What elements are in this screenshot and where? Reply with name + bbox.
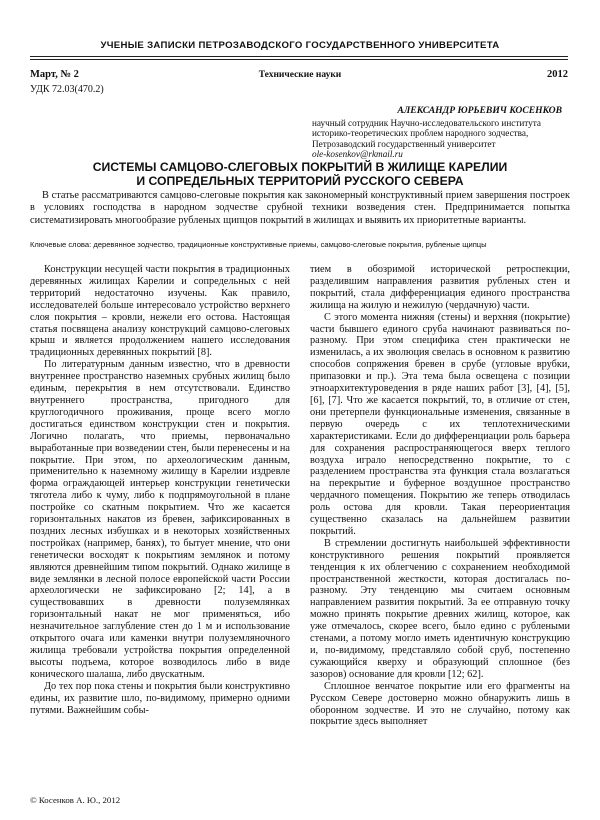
- paragraph: Конструкции несущей части покрытия в традиционных деревянных жилищах Карелии и сопредельных с ней территорий недостаточно изучены. Как правило, исследователей больше интересовало устройство верхнего слоя покрытия – кровли, нежели его остова. Настоящая статья посвящена анализу конструкций самцово-слеговых крыш и является продолжением нашего исследования традиционных деревянных покрытий [8].: [30, 264, 290, 359]
- abstract: В статье рассматриваются самцово-слеговые покрытия как закономерный конструктивный прием завершения построек в условиях господства в народном зодчестве срубной техники возведения стен. Предпринимается попытка систематизировать многообразие рубленых щипцов покрытий в жилищах и выявить их приоритетные варианты.: [30, 190, 570, 226]
- title-line-2: И СОПРЕДЕЛЬНЫХ ТЕРРИТОРИЙ РУССКОГО СЕВЕРА: [136, 174, 464, 189]
- article-title: [30, 160, 570, 188]
- issue-number: Март, № 2: [30, 69, 79, 80]
- header-rule-bottom: [30, 59, 568, 60]
- publication-year: 2012: [547, 69, 568, 80]
- paragraph: Сплошное венчатое покрытие или его фрагменты на Русском Севере достоверно можно обнаружить лишь в оборонном зодчестве. И это не случайно, потому как покрытие здесь выполняет: [310, 680, 570, 728]
- paragraph: тием в обозримой исторической ретроспекции, разделившим направления развития рубленых стен и покрытий, стала дифференциация единого пространства жилища на жилую и нежилую (чердачную) части.: [310, 264, 570, 311]
- journal-title: УЧЕНЫЕ ЗАПИСКИ ПЕТРОЗАВОДСКОГО ГОСУДАРСТВЕННОГО УНИВЕРСИТЕТА: [100, 40, 500, 51]
- keywords: Ключевые слова: деревянное зодчество, традиционные конструктивные приемы, самцово-слеговые покрытия, рубленые щипцы: [30, 240, 487, 249]
- author-name: АЛЕКСАНДР ЮРЬЕВИЧ КОСЕНКОВ: [397, 105, 562, 116]
- paragraph: По литературным данным известно, что в древности внутреннее пространство наземных срубных жилищ было единым, перекрытия в нем отсутствовали. Единство внутреннего пространства, пригодного для круглогодичного проживания, проще всего могло достигаться единством конструкции стен и покрытия. Логично полагать, что приемы, первоначально выработанные при возведении стен, были перенесены и на покрытие. При этом, по археологическим данным, применительно к наземному жилищу в Карелии издревле форма ограждающей интерьер конструкции генетически тяготела либо к чуму, либо к подпрямоугольной в плане постройке со скатным покрытием. Что же касается горизонтальных накатов из бревен, зафиксированных в поздних лесных избушках и в некоторых хозяйственных постройках (например, банях), то бытует мнение, что они генетически восходят к покрытиям землянок и потому являются древнейшим типом покрытий. Однако жилище в виде землянки в лесной полосе европейской части России археологически не зафиксировано [2; 14], а в существовавших в древности полуземлянках горизонтальный накат не мог применяться, ибо незначительное заглубление стен до 1 м и использование открытого очага или каменки внутри полуземляночного жилища требовали устройства покрытия определенной высоты подъема, которое возводилось либо в виде конического шалаша, либо двускатным.: [30, 359, 290, 680]
- body-column-left: [30, 264, 290, 784]
- section-name: Технические науки: [258, 70, 342, 80]
- header-rule-top: [30, 56, 568, 57]
- author-email[interactable]: ole-kosenkov@rkmail.ru: [312, 149, 403, 160]
- paragraph: В стремлении достигнуть наибольшей эффективности конструктивного решения покрытий проявляется тенденция к их облегчению с сохранением необходимой пространственной жесткости, которая достигалась по-разному. Эту тенденцию мы считаем основным направлением развития покрытий. За ее отправную точку можно принять покрытие древних жилищ, которое, как уже отмечалось, скорее всего, было едино с рублеными стенами, а потому могло иметь идентичную конструкцию и, по-видимому, представляло собой сруб, постепенно сужающийся кверху и образующий сплошное (без зазоров) основание для кровли [12; 62].: [310, 537, 570, 680]
- author-block: [312, 106, 562, 160]
- paragraph: С этого момента нижняя (стены) и верхняя (покрытие) части бывшего единого сруба начинают развиваться по-разному. При этом специфика стен практически не изменилась, а их эволюция свелась в основном к развитию способов сопряжения бревен в срубе (угловые врубки, припазовки и пр.). Эта тема была освещена с позиции этноархитектуроведения в ряде наших работ [3], [4], [5], [6], [7]. Что же касается покрытий, то, в отличие от стен, они претерпели функциональные изменения, связанные в первую очередь с их теплотехническими характеристиками. Если до дифференциации роль барьера для сохранения распространяющегося вверх теплого воздуха играло непосредственно покрытие, то с разделением пространства эта функция стала возлагаться на перекрытие и буферное воздушное пространство чердачного помещения. Покрытию же теперь отводилась роль остова для кровли. Такая переориентация существенно сказалась на дальнейшем развитии покрытий.: [310, 311, 570, 537]
- paragraph: До тех пор пока стены и покрытия были конструктивно едины, их развитие шло, по-видимому, примерно одними путями. Важнейшим собы-: [30, 680, 290, 716]
- copyright: © Косенков А. Ю., 2012: [30, 795, 121, 805]
- body-column-right: [310, 264, 570, 784]
- udk-code: УДК 72.03(470.2): [30, 84, 104, 95]
- author-affiliation: научный сотрудник Научно-исследовательского института историко-теоретических проблем народного зодчества, Петрозаводский государственный университет: [312, 117, 541, 149]
- title-line-1: СИСТЕМЫ САМЦОВО-СЛЕГОВЫХ ПОКРЫТИЙ В ЖИЛИЩЕ КАРЕЛИИ: [92, 160, 508, 174]
